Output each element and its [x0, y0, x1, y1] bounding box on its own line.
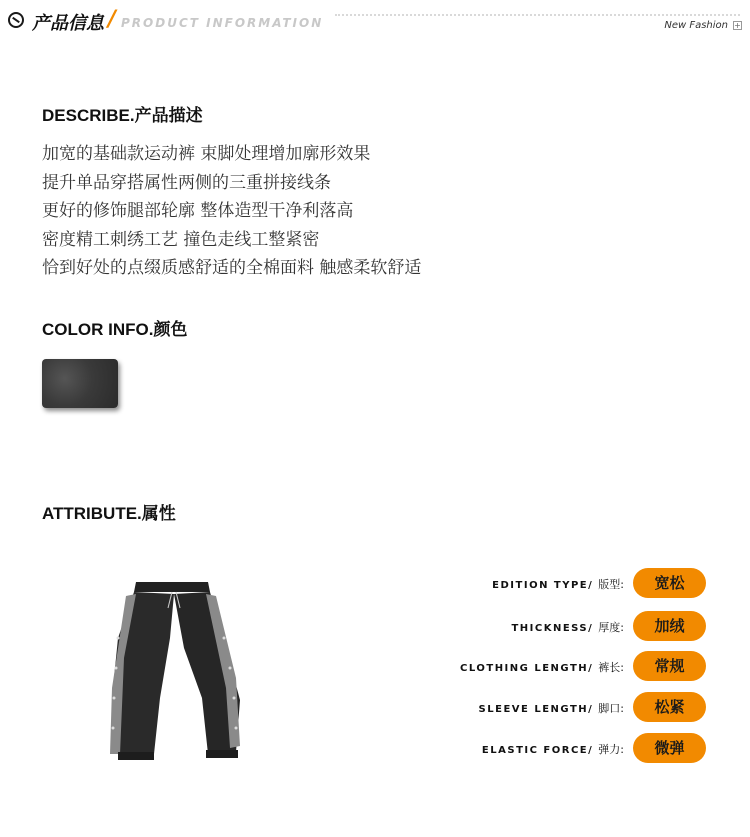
- attribute-label: [511, 619, 624, 635]
- header-title: 产品信息: [32, 13, 104, 34]
- attribute-label-cn: 厚度:: [598, 621, 624, 634]
- attribute-label-en: CLOTHING LENGTH/: [460, 663, 594, 674]
- header-subtitle: PRODUCT INFORMATION: [121, 16, 324, 30]
- attribute-title: ATTRIBUTE.属性: [42, 504, 176, 523]
- describe-text: [42, 140, 421, 283]
- header: [0, 0, 750, 40]
- color-info-title: COLOR INFO.颜色: [42, 320, 188, 339]
- new-fashion-tag: New Fashion: [664, 20, 728, 31]
- header-slash: /: [108, 7, 117, 32]
- attribute-label-cn: 脚口:: [598, 702, 624, 715]
- attribute-value-pill: 常规: [633, 651, 706, 681]
- logo-icon: [8, 12, 24, 28]
- attribute-label-cn: 裤长:: [598, 661, 624, 674]
- header-divider: [335, 14, 740, 16]
- attribute-label-en: SLEEVE LENGTH/: [478, 704, 594, 715]
- plus-icon: +: [734, 21, 741, 30]
- describe-line: 加宽的基础款运动裤 束脚处理增加廓形效果: [42, 144, 371, 164]
- pants-image: [98, 578, 248, 763]
- attribute-label-cn: 版型:: [598, 578, 624, 591]
- attribute-label: [479, 700, 624, 716]
- attribute-value-pill: 微弹: [633, 733, 706, 763]
- color-swatch[interactable]: [42, 359, 118, 408]
- attribute-label-en: EDITION TYPE/: [492, 580, 594, 591]
- attribute-value-pill: 松紧: [633, 692, 706, 722]
- attribute-value-pill: 加绒: [633, 611, 706, 641]
- attribute-label: [460, 659, 624, 675]
- describe-line: 更好的修饰腿部轮廓 整体造型干净利落高: [42, 201, 354, 221]
- describe-line: 恰到好处的点缀质感舒适的全棉面料 触感柔软舒适: [42, 258, 422, 278]
- attribute-label-en: ELASTIC FORCE/: [481, 745, 594, 756]
- describe-line: 密度精工刺绣工艺 撞色走线工整紧密: [42, 229, 320, 250]
- describe-line: 提升单品穿搭属性两侧的三重拼接线条: [42, 172, 331, 193]
- describe-title: DESCRIBE.产品描述: [42, 106, 203, 125]
- attribute-label-en: THICKNESS/: [511, 623, 594, 634]
- pants-illustration: [110, 582, 240, 760]
- attribute-label: [482, 741, 624, 757]
- attribute-label-cn: 弹力:: [598, 743, 624, 756]
- attribute-value-pill: 宽松: [633, 568, 706, 598]
- attribute-label: [492, 576, 624, 592]
